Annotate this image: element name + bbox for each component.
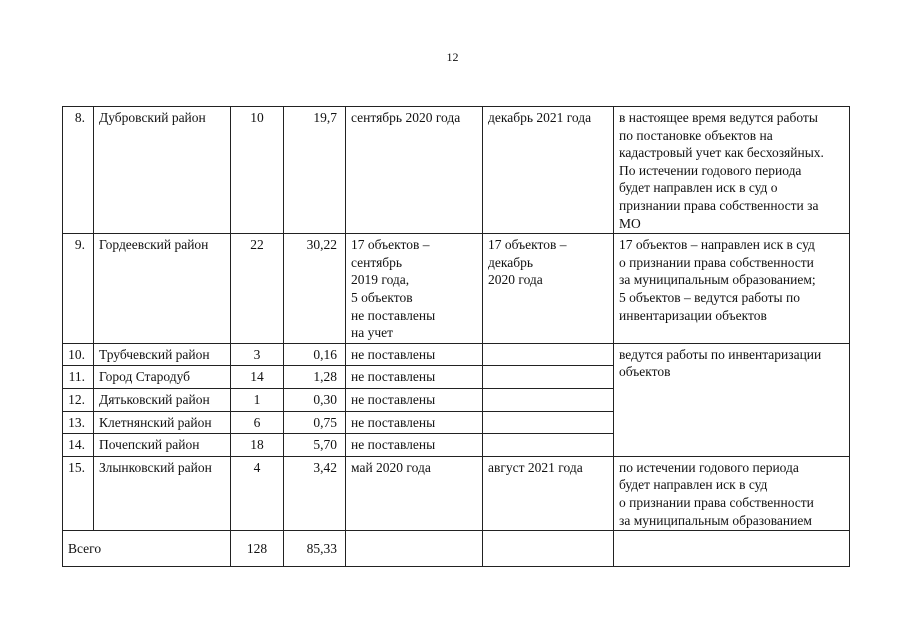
total-row bbox=[63, 531, 850, 567]
registration-start: май 2020 года bbox=[346, 456, 483, 530]
network-length: 0,75 bbox=[284, 411, 346, 433]
objects-count: 14 bbox=[231, 365, 284, 388]
total-objects: 128 bbox=[231, 531, 284, 567]
status-note: ведутся работы по инвентаризации объектов bbox=[614, 343, 850, 456]
registration-end: август 2021 года bbox=[483, 456, 614, 530]
registration-start: не поставлены bbox=[346, 388, 483, 411]
objects-count: 4 bbox=[231, 456, 284, 530]
district-name: Злынковский район bbox=[94, 456, 231, 530]
status-note: по истечении годового периода будет направлен иск в суд о признании права собственности за муниципальным образованием bbox=[614, 456, 850, 530]
registration-end: 17 объектов – декабрь 2020 года bbox=[483, 234, 614, 344]
registration-start: не поставлены bbox=[346, 433, 483, 456]
table-row bbox=[63, 456, 850, 530]
row-number: 12. bbox=[63, 388, 94, 411]
objects-count: 1 bbox=[231, 388, 284, 411]
registration-start: 17 объектов – сентябрь 2019 года, 5 объектов не поставлены на учет bbox=[346, 234, 483, 344]
table-row bbox=[63, 234, 850, 344]
row-number: 14. bbox=[63, 433, 94, 456]
district-name: Трубчевский район bbox=[94, 343, 231, 365]
district-name: Клетнянский район bbox=[94, 411, 231, 433]
registration-start: не поставлены bbox=[346, 343, 483, 365]
objects-count: 18 bbox=[231, 433, 284, 456]
row-number: 8. bbox=[63, 107, 94, 234]
objects-count: 6 bbox=[231, 411, 284, 433]
objects-count: 10 bbox=[231, 107, 284, 234]
total-end-empty bbox=[483, 531, 614, 567]
district-name: Дубровский район bbox=[94, 107, 231, 234]
network-length: 0,30 bbox=[284, 388, 346, 411]
row-number: 11. bbox=[63, 365, 94, 388]
row-number: 9. bbox=[63, 234, 94, 344]
registration-start: не поставлены bbox=[346, 411, 483, 433]
districts-table bbox=[62, 106, 850, 567]
total-length: 85,33 bbox=[284, 531, 346, 567]
total-note-empty bbox=[614, 531, 850, 567]
district-name: Гордеевский район bbox=[94, 234, 231, 344]
registration-start: сентябрь 2020 года bbox=[346, 107, 483, 234]
network-length: 1,28 bbox=[284, 365, 346, 388]
objects-count: 3 bbox=[231, 343, 284, 365]
network-length: 19,7 bbox=[284, 107, 346, 234]
row-number: 10. bbox=[63, 343, 94, 365]
registration-end bbox=[483, 433, 614, 456]
page-number: 12 bbox=[446, 50, 459, 64]
district-name: Почепский район bbox=[94, 433, 231, 456]
district-name: Дятьковский район bbox=[94, 388, 231, 411]
status-note: 17 объектов – направлен иск в суд о признании права собственности за муниципальным образованием; 5 объектов – ведутся работы по инвентаризации объектов bbox=[614, 234, 850, 344]
network-length: 30,22 bbox=[284, 234, 346, 344]
row-number: 13. bbox=[63, 411, 94, 433]
district-name: Город Стародуб bbox=[94, 365, 231, 388]
total-start-empty bbox=[346, 531, 483, 567]
registration-end: декабрь 2021 года bbox=[483, 107, 614, 234]
registration-end bbox=[483, 388, 614, 411]
network-length: 5,70 bbox=[284, 433, 346, 456]
registration-end bbox=[483, 343, 614, 365]
registration-end bbox=[483, 365, 614, 388]
table-row bbox=[63, 343, 850, 365]
row-number: 15. bbox=[63, 456, 94, 530]
network-length: 0,16 bbox=[284, 343, 346, 365]
table-row bbox=[63, 107, 850, 234]
status-note: в настоящее время ведутся работы по постановке объектов на кадастровый учет как бесхозяйных. По истечении годового периода будет направлен иск в суд о признании права собственности за МО bbox=[614, 107, 850, 234]
registration-end bbox=[483, 411, 614, 433]
registration-start: не поставлены bbox=[346, 365, 483, 388]
network-length: 3,42 bbox=[284, 456, 346, 530]
total-label: Всего bbox=[63, 531, 231, 567]
objects-count: 22 bbox=[231, 234, 284, 344]
